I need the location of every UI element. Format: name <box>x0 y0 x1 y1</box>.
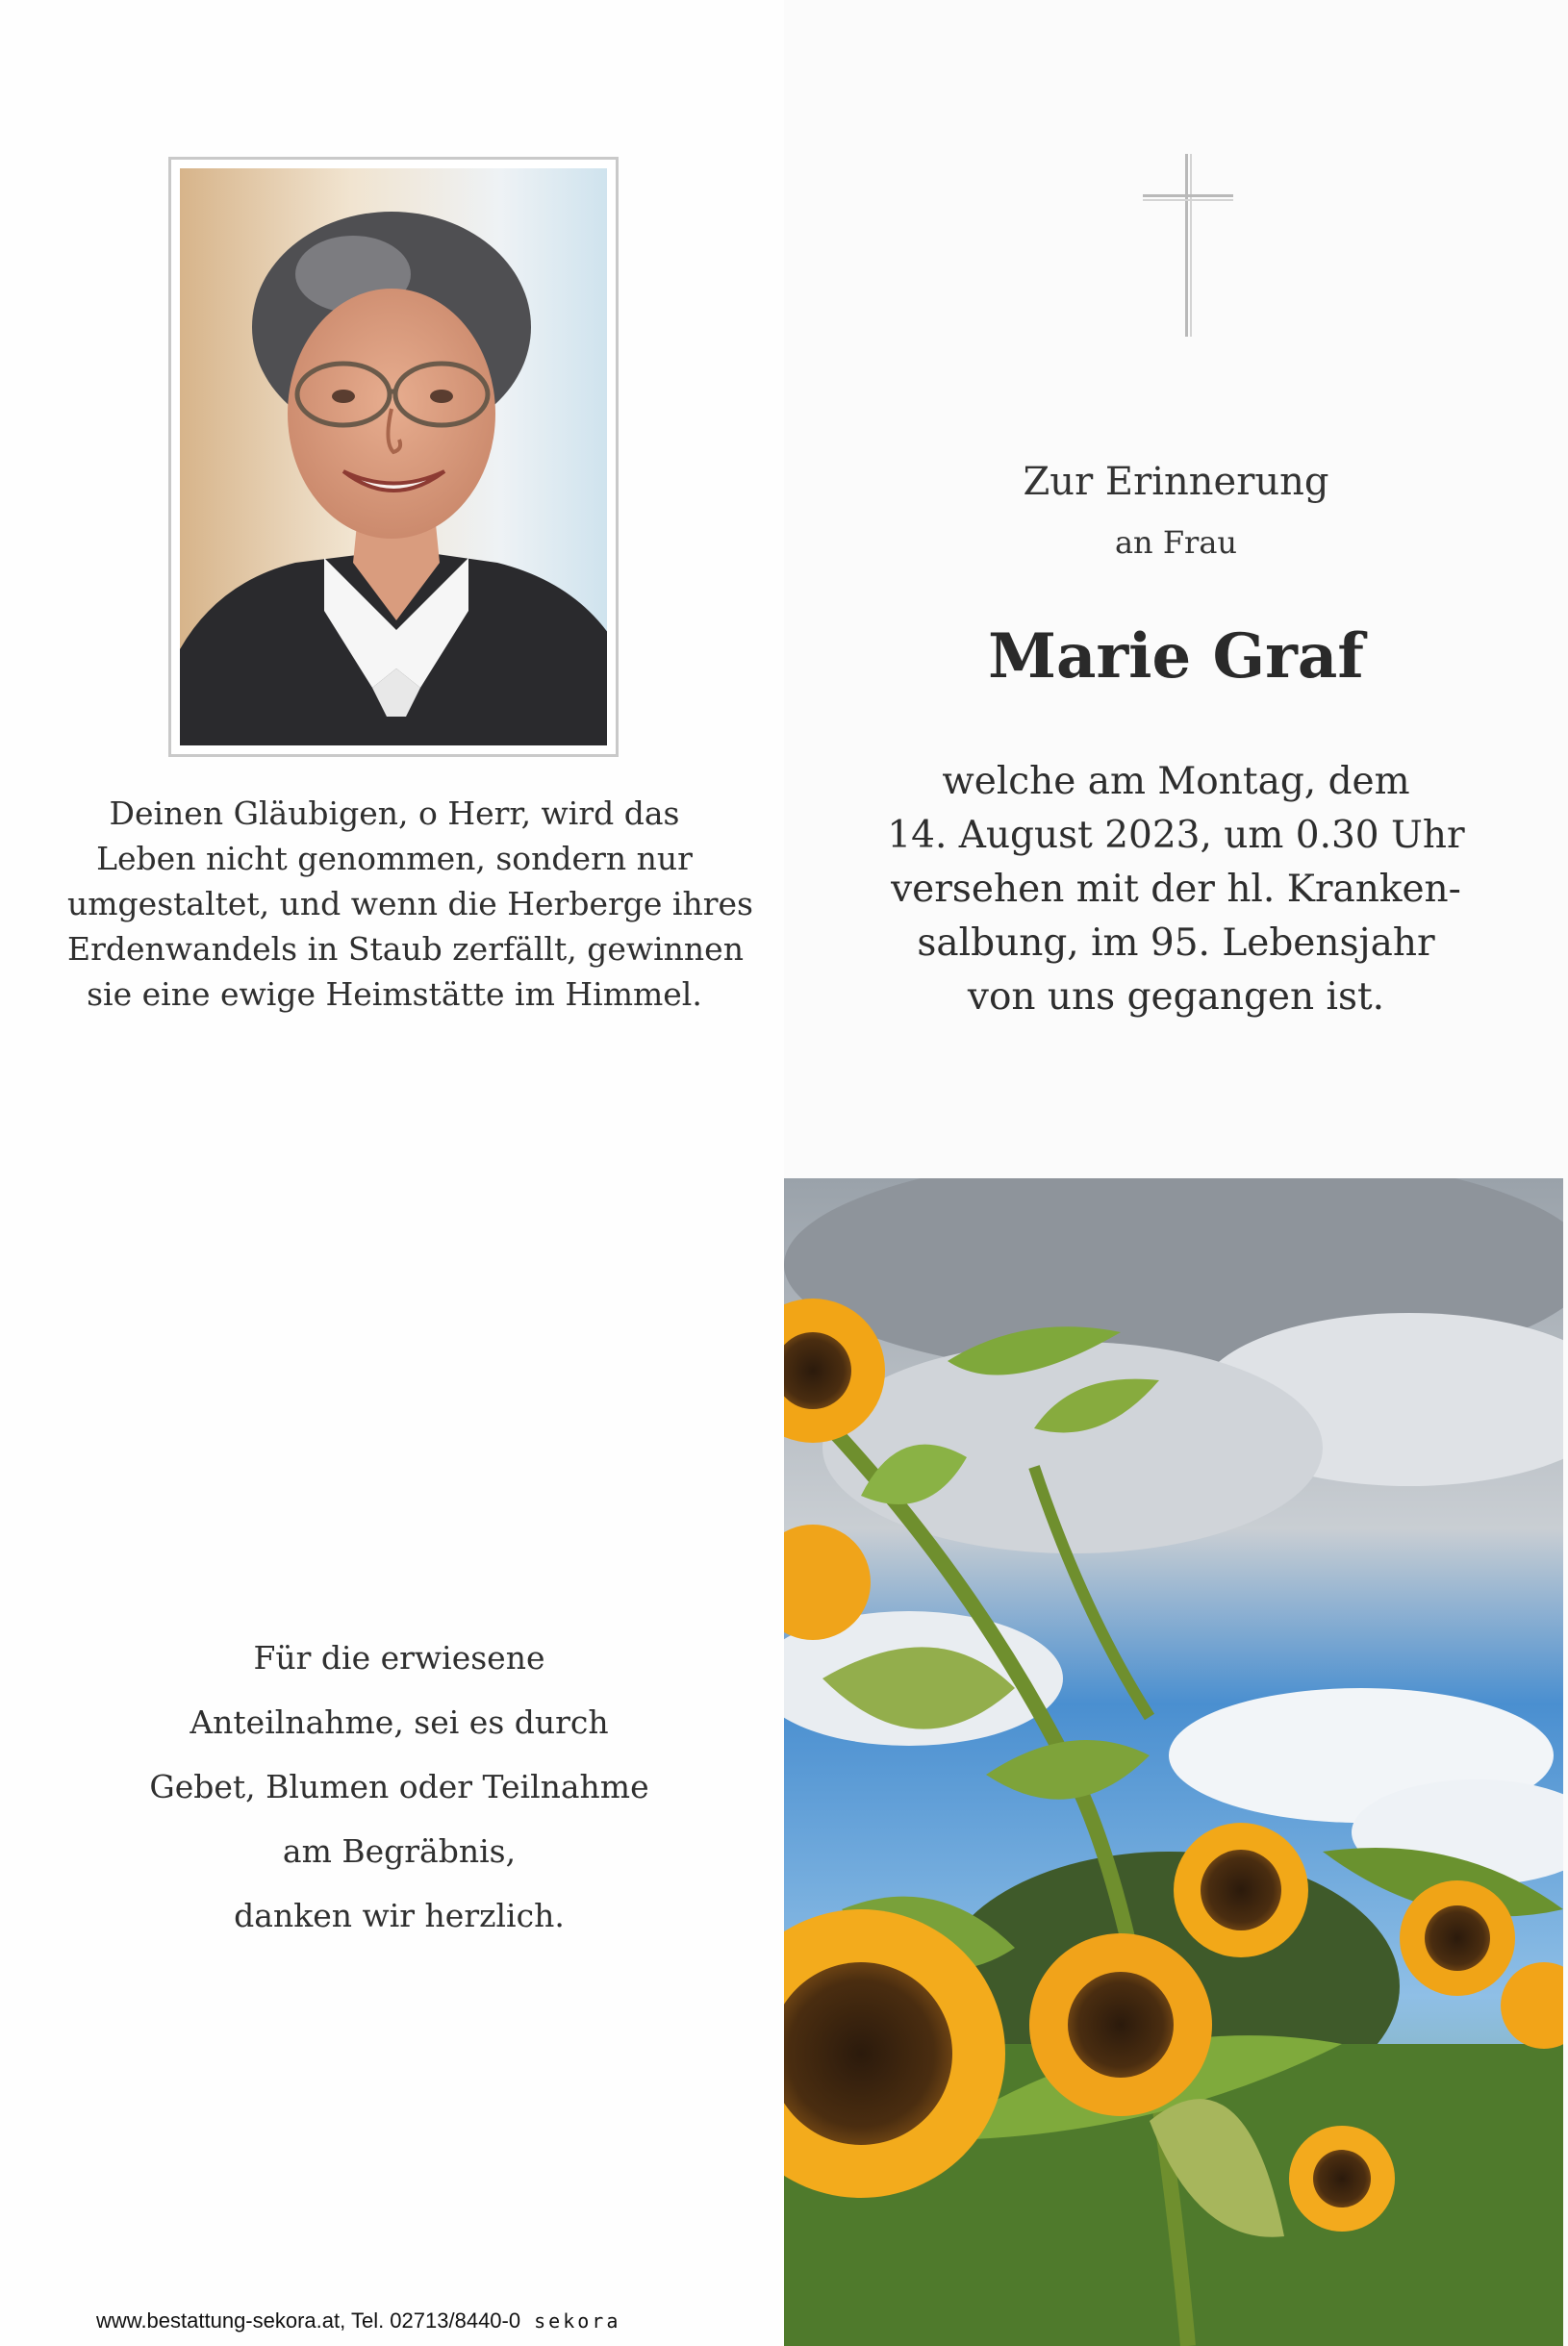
footer-contact: www.bestattung-sekora.at, Tel. 02713/8440-0 <box>96 2308 521 2333</box>
sunflower <box>1029 1933 1212 2116</box>
sunflower-photo <box>784 1178 1563 2346</box>
verse-line: Erdenwandels in Staub zerfällt, gewinnen <box>67 930 744 968</box>
scripture-verse <box>67 791 753 1017</box>
thanks-line: am Begräbnis, <box>282 1832 517 1870</box>
cross-icon <box>1143 154 1233 337</box>
sekora-logo: sekora <box>534 2309 621 2333</box>
death-line: versehen mit der hl. Kranken- <box>891 868 1461 911</box>
deceased-name: Marie Graf <box>988 620 1364 693</box>
portrait-frame <box>168 157 619 757</box>
thanks-line: Anteilnahme, sei es durch <box>190 1703 609 1741</box>
verse-line: sie eine ewige Heimstätte im Himmel. <box>87 975 702 1013</box>
death-notice-text <box>784 755 1568 1024</box>
sunflower <box>1400 1880 1515 1996</box>
death-line: 14. August 2023, um 0.30 Uhr <box>887 814 1465 857</box>
in-memory-heading: Zur Erinnerung <box>1023 460 1329 504</box>
sunflower-illustration <box>784 1178 1563 2346</box>
death-line: von uns gegangen ist. <box>967 975 1385 1019</box>
verse-line: Deinen Gläubigen, o Herr, wird das <box>109 795 680 832</box>
thanks-line: Für die erwiesene <box>253 1639 545 1677</box>
thank-you-text <box>96 1626 702 1948</box>
portrait-photo <box>180 168 607 745</box>
death-line: welche am Montag, dem <box>942 760 1410 803</box>
thanks-line: danken wir herzlich. <box>234 1897 565 1934</box>
salutation: an Frau <box>1114 524 1238 561</box>
portrait-illustration <box>180 168 607 745</box>
sunflower <box>1174 1823 1308 1957</box>
verse-line: Leben nicht genommen, sondern nur <box>96 840 693 877</box>
death-line: salbung, im 95. Lebensjahr <box>917 921 1435 965</box>
verse-line: umgestaltet, und wenn die Herberge ihres <box>67 885 753 922</box>
thanks-line: Gebet, Blumen oder Teilnahme <box>149 1768 649 1805</box>
sunflower <box>1289 2126 1395 2232</box>
funeral-home-footer <box>96 2308 620 2333</box>
